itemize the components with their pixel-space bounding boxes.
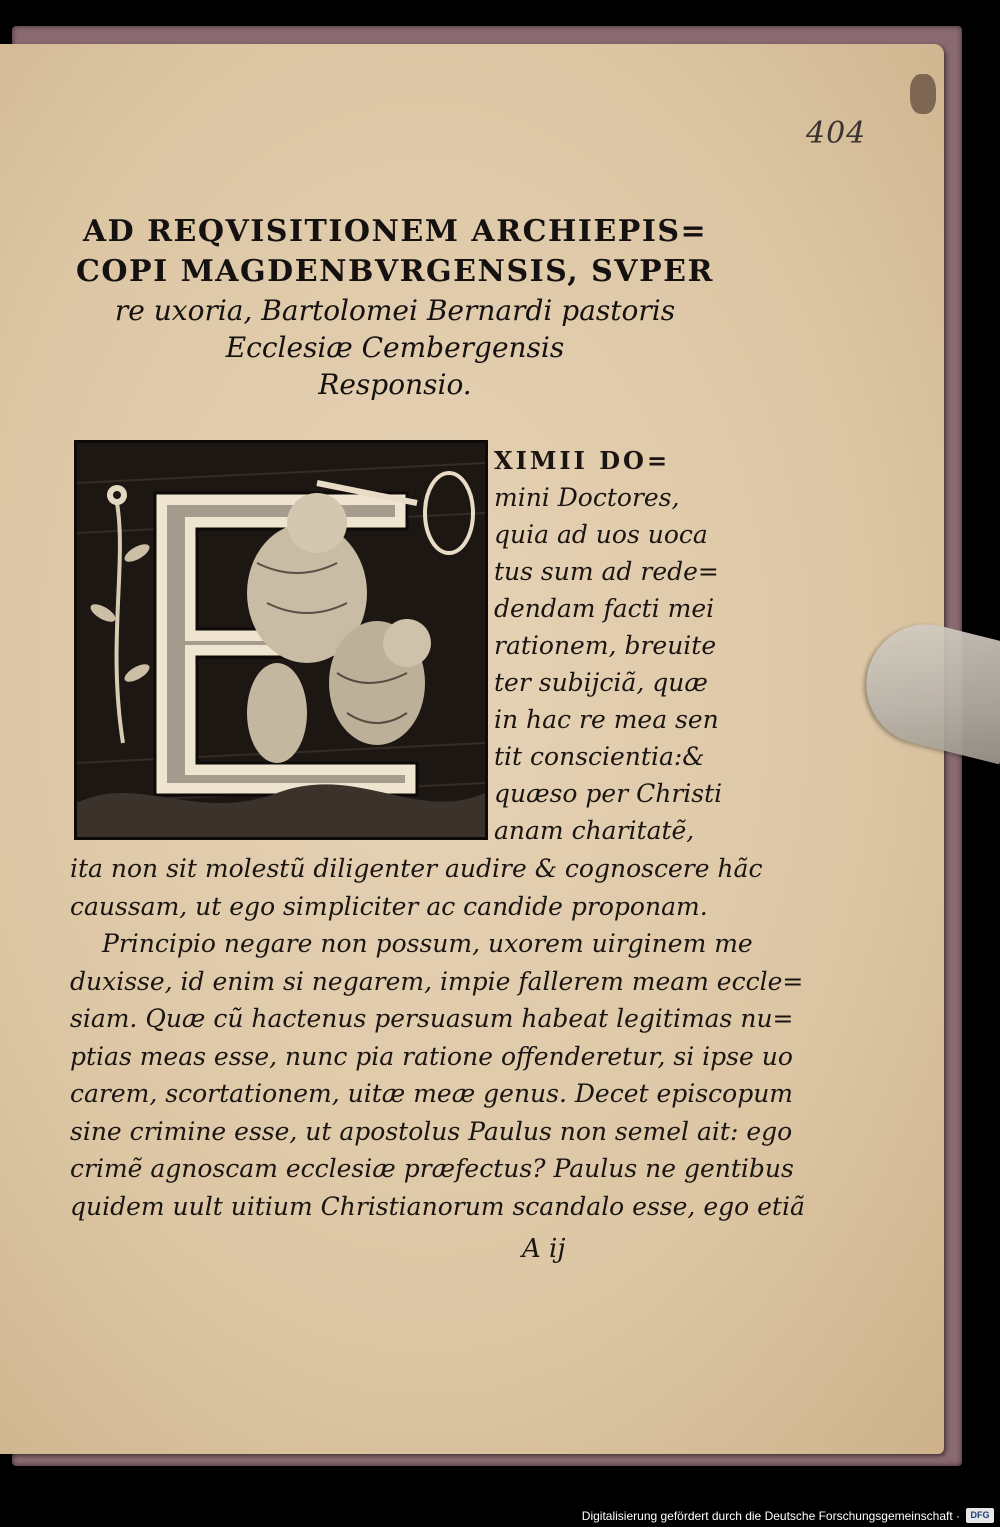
- text-line: mini Doctores,: [494, 483, 680, 512]
- text-line: ter subijciã, quæ: [494, 668, 708, 697]
- text-line: Principio negare non possum, uxorem uirginem me: [102, 929, 753, 958]
- heading-line-5: Responsio.: [318, 368, 472, 401]
- text-line: sine crimine esse, ut apostolus Paulus non semel ait: ego: [70, 1116, 793, 1146]
- decorated-initial: [74, 440, 488, 840]
- text-line: siam. Quæ cũ hactenus persuasum habeat legitimas nu=: [70, 1004, 794, 1033]
- text-line: duxisse, id enim si negarem, impie fallerem meam eccle=: [70, 966, 804, 996]
- text-line: quidem uult uitium Christianorum scandalo esse, ego etiã: [70, 1191, 805, 1221]
- footer-credit: Digitalisierung gefördert durch die Deutsche Forschungsgemeinschaft ·: [581, 1509, 960, 1523]
- text-line: crimẽ agnoscam ecclesiæ præfectus? Paulus ne gentibus: [70, 1154, 794, 1183]
- page-heading: [70, 212, 720, 403]
- folio-number: 404: [806, 116, 867, 151]
- text-line: anam charitatẽ,: [494, 816, 695, 845]
- text-line: ptias meas esse, nunc pia ratione offenderetur, si ipse uo: [70, 1041, 793, 1071]
- text-line: XIMII DO=: [494, 446, 671, 475]
- heading-line-1: AD REQVISITIONEM ARCHIEPIS=: [82, 214, 708, 249]
- text-line: ita non sit molestũ diligenter audire & cognoscere hãc: [70, 854, 763, 883]
- dfg-logo-icon: DFG: [966, 1508, 994, 1523]
- heading-line-4: Ecclesiæ Cembergensis: [225, 331, 565, 364]
- body-text: [70, 850, 805, 1225]
- text-line: carem, scortationem, uitæ meæ genus. Decet episcopum: [70, 1079, 793, 1108]
- text-line: caussam, ut ego simpliciter ac candide proponam.: [70, 891, 708, 921]
- text-line: in hac re mea sen: [494, 705, 719, 734]
- text-line: rationem, breuite: [494, 631, 717, 660]
- opening-column: [494, 442, 723, 849]
- text-line: tus sum ad rede=: [494, 557, 719, 586]
- text-line: dendam facti mei: [494, 594, 715, 623]
- heading-line-2: COPI MAGDENBVRGENSIS, SVPER: [76, 254, 714, 289]
- heading-line-3: re uxoria, Bartolomei Bernardi pastoris: [114, 294, 676, 327]
- text-line: quia ad uos uoca: [494, 520, 708, 549]
- text-line: quæso per Christi: [494, 779, 723, 808]
- text-line: tit conscientia:&: [494, 742, 705, 771]
- signature-mark: A ij: [522, 1234, 566, 1264]
- woodcut-illustration: [77, 443, 485, 837]
